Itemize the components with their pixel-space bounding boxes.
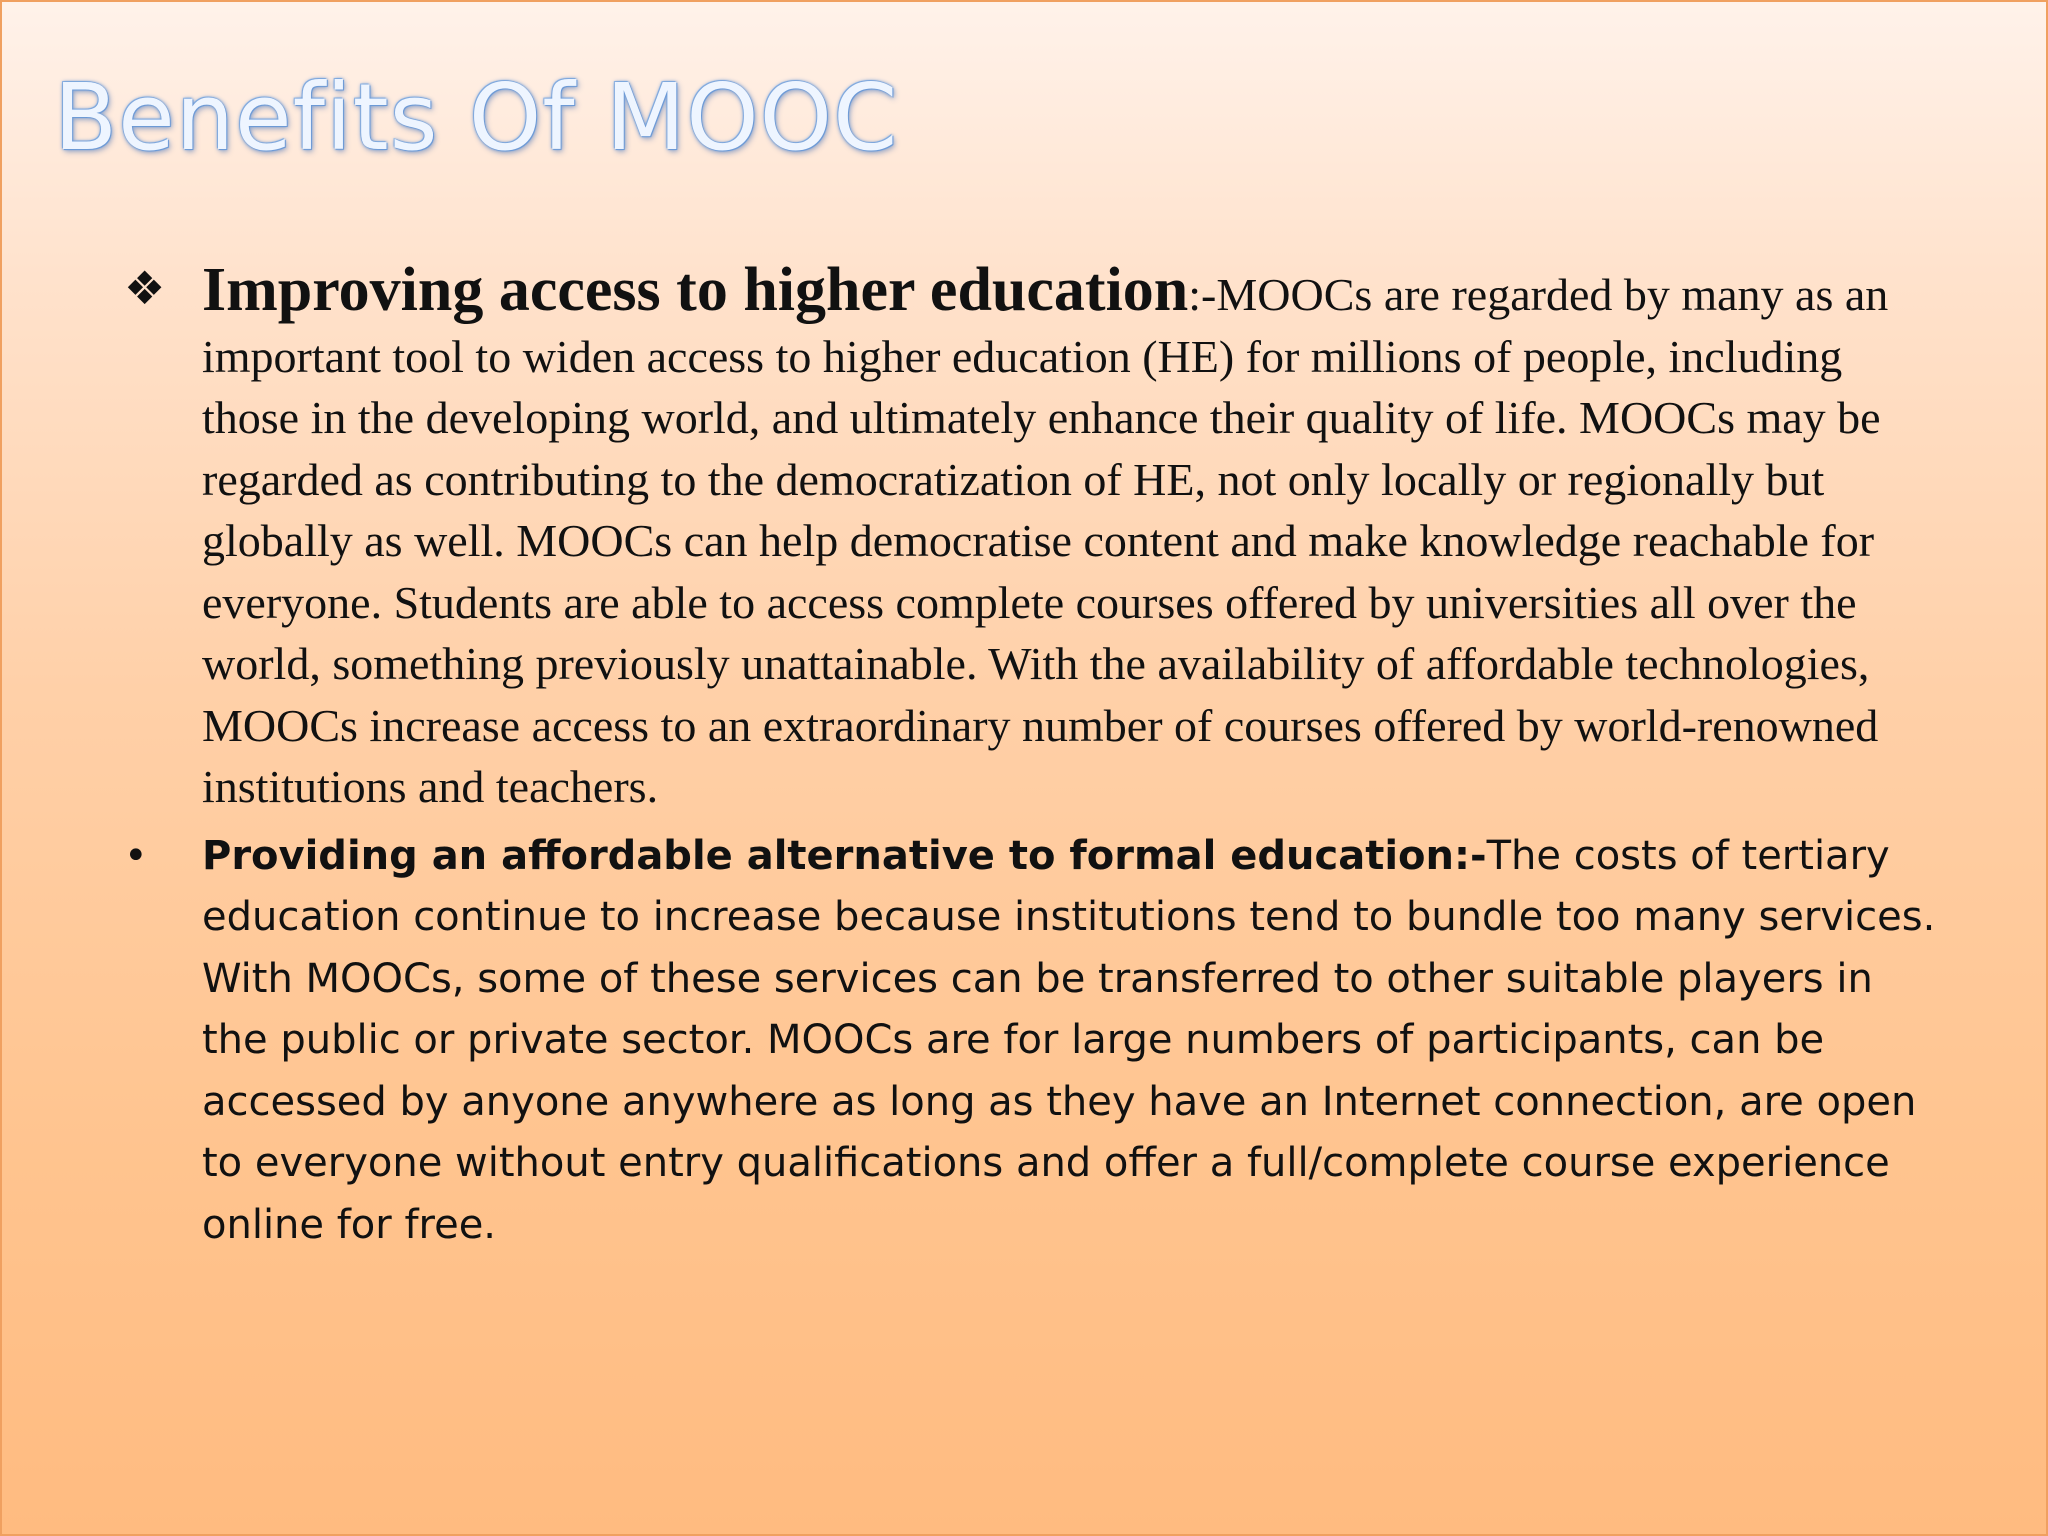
dot-bullet-icon: • (124, 832, 148, 879)
slide-title: Benefits Of MOOC (54, 64, 899, 171)
bullet-text: MOOCs are regarded by many as an important tool to widen access to higher education (HE) for millions of people, including those in the developing world, and ultimately enhance their quality of life. MOOCs may be regarded as contributing to the democratization of HE, not only locally or regionally but globally as well. MOOCs can help democratise content and make knowledge reachable for everyone. Students are able to access complete courses offered by universities all over the world, something previously unattainable. With the availability of affordable technologies, MOOCs increase access to an extraordinary number of courses offered by world-renowned institutions and teachers. (202, 269, 1889, 812)
slide-content (122, 256, 1942, 1256)
bullet-item (122, 256, 1942, 818)
bullet-item (122, 826, 1942, 1257)
bullet-heading: Providing an affordable alternative to formal education:- (202, 832, 1487, 879)
bullet-heading: Improving access to higher education (202, 256, 1189, 324)
diamond-bullet-icon: ❖ (124, 261, 166, 315)
bullet-text: The costs of tertiary education continue to increase because institutions tend to bundle too many services. With MOOCs, some of these services can be transferred to other suitable players in the public or private sector. MOOCs are for large numbers of participants, can be accessed by anyone anywhere as long as they have an Internet connection, are open to everyone without entry qualifications and offer a full/complete course experience online for free. (202, 832, 1936, 1248)
bullet-separator: :- (1188, 269, 1217, 320)
